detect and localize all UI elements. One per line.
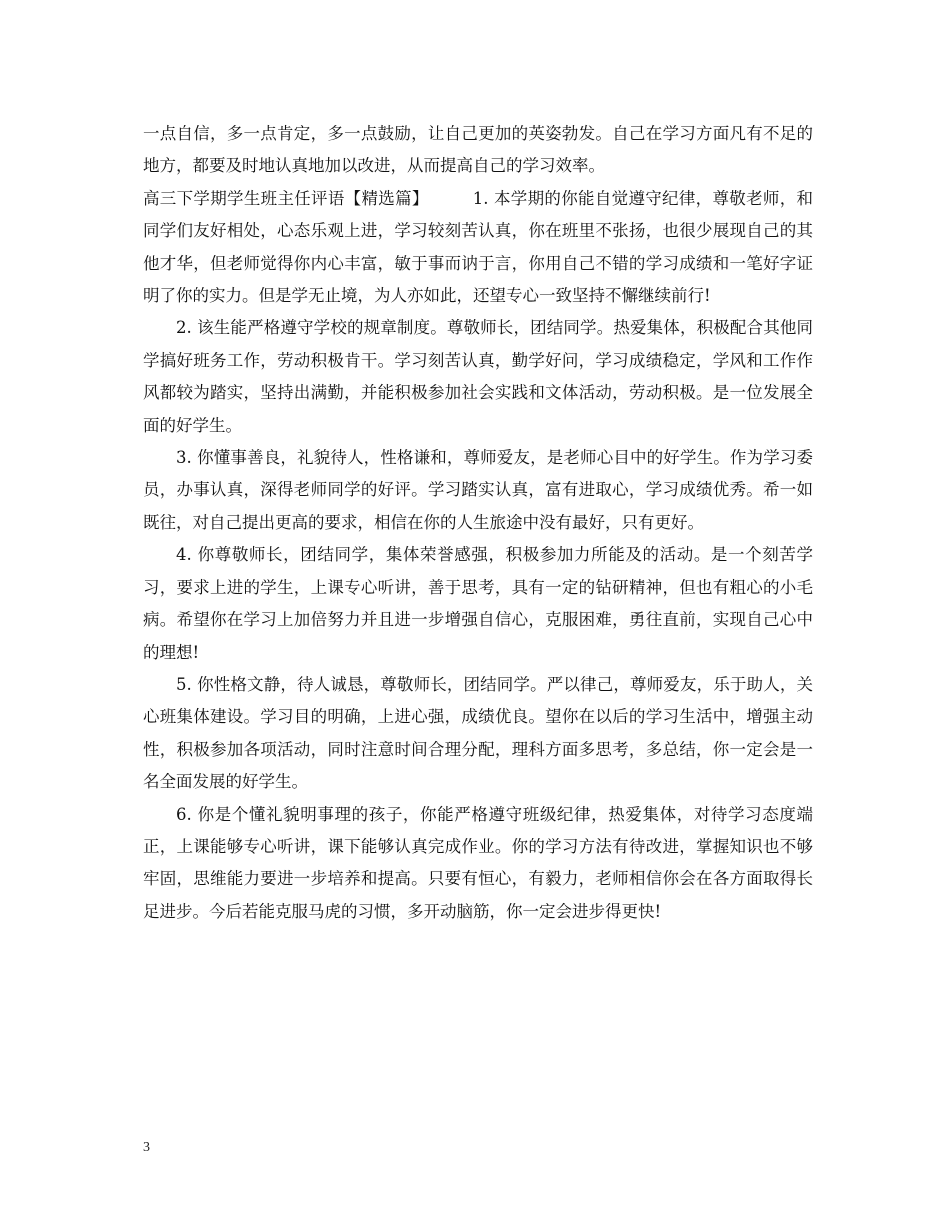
comment-4: 4. 你尊敬师长，团结同学，集体荣誉感强，积极参加力所能及的活动。是一个刻苦学习，要求上进的学生，上课专心听讲，善于思考，具有一定的钻研精神，但也有粗心的小毛病。希望你在学习上加倍努力并且进一步增强自信心，克服困难，勇往直前，实现自己心中的理想! [143,545,813,662]
first-comment-paragraph [143,183,813,313]
comment-2: 2. 该生能严格遵守学校的规章制度。尊敬师长，团结同学。热爱集体，积极配合其他同学搞好班务工作，劳动积极肯干。学习刻苦认真，勤学好问，学习成绩稳定，学风和工作作风都较为踏实，坚持出满勤，并能积极参加社会实践和文体活动，劳动积极。是一位发展全面的好学生。 [143,318,813,435]
comment-5: 5. 你性格文静，待人诚恳，尊敬师长，团结同学。严以律己，尊师爱友，乐于助人，关心班集体建设。学习目的明确，上进心强，成绩优良。望你在以后的学习生活中，增强主动性，积极参加各项活动，同时注意时间合理分配，理科方面多思考，多总结，你一定会是一名全面发展的好学生。 [143,674,813,792]
comment-3: 3. 你懂事善良，礼貌待人，性格谦和，尊师爱友，是老师心目中的好学生。作为学习委员，办事认真，深得老师同学的好评。学习踏实认真，富有进取心，学习成绩优秀。希一如既往，对自己提出更高的要求，相信在你的人生旅途中没有最好，只有更好。 [143,448,813,532]
page-number: 3 [143,1140,150,1155]
intro-paragraph: 一点自信，多一点肯定，多一点鼓励，让自己更加的英姿勃发。自己在学习方面凡有不足的地方，都要及时地认真地加以改进，从而提高自己的学习效率。 [143,124,813,176]
section-title: 高三下学期学生班主任评语【精选篇】 [143,188,429,208]
comment-1: 1. 本学期的你能自觉遵守纪律，尊敬老师，和同学们友好相处，心态乐观上进，学习较刻苦认真，你在班里不张扬，也很少展现自己的其他才华，但老师觉得你内心丰富，敏于事而讷于言，你用自己不错的学习成绩和一笔好字证明了你的实力。但是学无止境，为人亦如此，还望专心一致坚持不懈继续前行! [143,188,813,306]
comment-6: 6. 你是个懂礼貌明事理的孩子，你能严格遵守班级纪律，热爱集体，对待学习态度端正，上课能够专心听讲，课下能够认真完成作业。你的学习方法有待改进，掌握知识也不够牢固，思维能力要进一步培养和提高。只要有恒心，有毅力，老师相信你会在各方面取得长足进步。今后若能克服马虎的习惯，多开动脑筋，你一定会进步得更快! [143,804,813,921]
document-body [143,118,813,928]
